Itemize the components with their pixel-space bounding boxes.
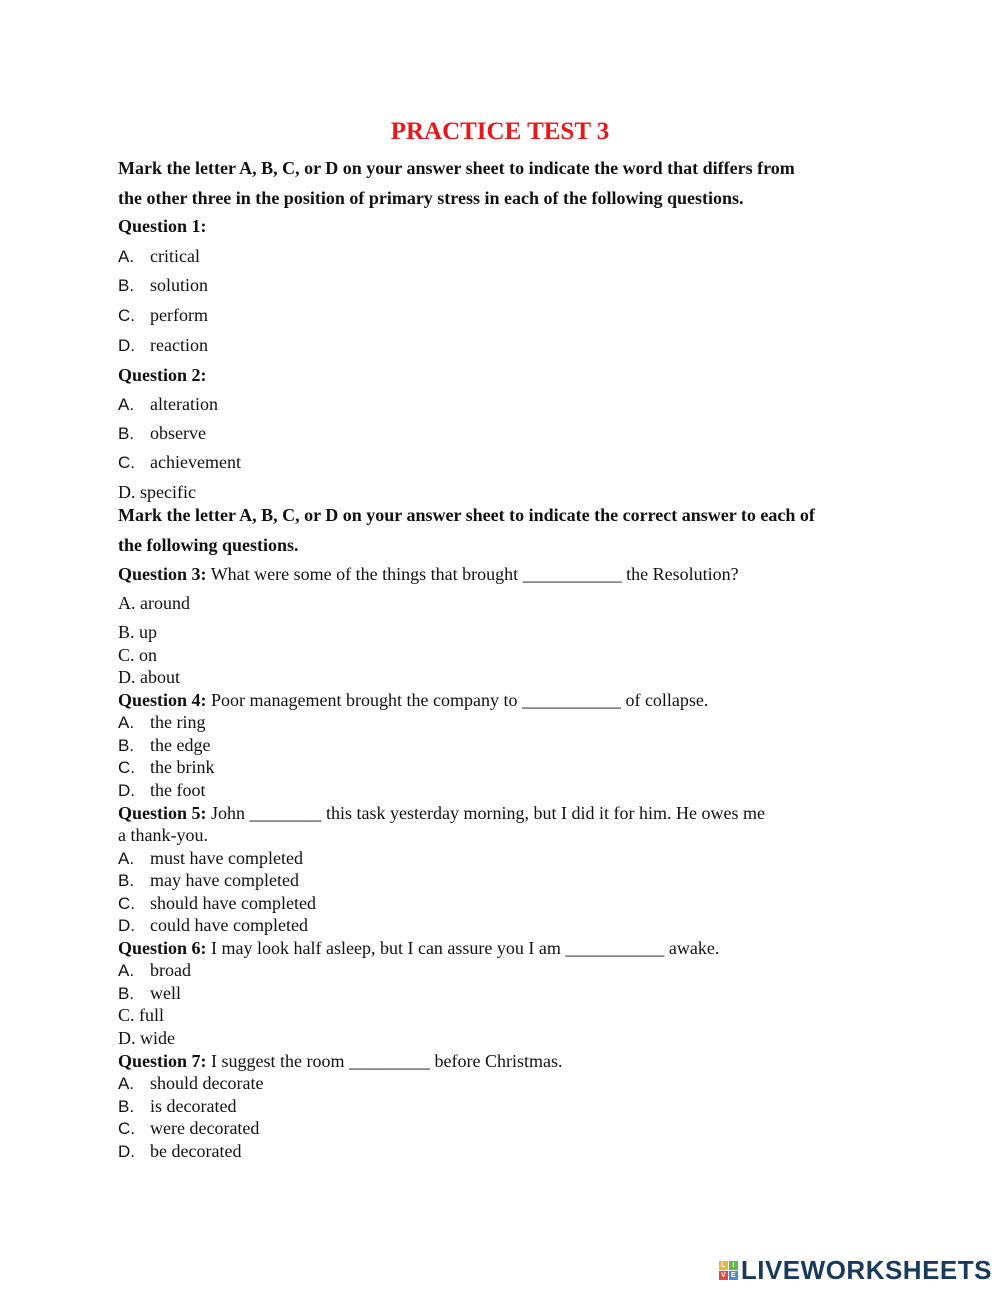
question-3-option-a[interactable]: A. around [118,593,190,613]
question-6-option-b[interactable]: B. well [118,983,181,1003]
question-1-option-b[interactable]: B. solution [118,275,209,295]
question-5-option-b[interactable]: B. may have completed [118,870,299,890]
question-5-option-d[interactable]: D. could have completed [118,915,308,935]
instruction-section-2-line-2: the following questions. [118,535,299,555]
question-7-option-a[interactable]: A. should decorate [118,1073,264,1093]
question-6-option-c[interactable]: C. full [118,1005,165,1025]
question-2-option-b[interactable]: B. observe [118,423,206,443]
question-7-option-b[interactable]: B. is decorated [118,1096,237,1116]
question-5-option-c[interactable]: C. should have completed [118,893,316,913]
question-1-option-d[interactable]: D. reaction [118,335,208,355]
question-6-option-d[interactable]: D. wide [118,1028,175,1048]
question-5-heading: Question 5: John ________ this task yesterday morning, but I did it for him. He owes me [118,803,765,823]
logo-text: LIVEWORKSHEETS [740,1255,992,1285]
question-6-heading: Question 6: I may look half asleep, but I can assure you I am ___________ awake. [118,938,720,958]
question-2-heading: Question 2: [118,365,207,385]
question-6-option-a[interactable]: A. broad [118,960,191,980]
question-1-heading: Question 1: [118,216,207,236]
logo-tiles-icon [719,1261,738,1280]
instruction-section-2-line-1: Mark the letter A, B, C, or D on your answer sheet to indicate the correct answer to each of [118,505,815,525]
logo-tile: E [729,1271,738,1280]
question-7-option-d[interactable]: D. be decorated [118,1141,242,1161]
question-2-option-d[interactable]: D. specific [118,482,196,502]
logo-tile: I [729,1261,738,1270]
question-3-option-d[interactable]: D. about [118,667,180,687]
logo-tile: L [719,1261,728,1270]
question-4-option-b[interactable]: B. the edge [118,735,211,755]
question-3-option-c[interactable]: C. on [118,645,158,665]
question-5-text-line-2: a thank-you. [118,825,208,845]
question-7-heading: Question 7: I suggest the room _________ before Christmas. [118,1051,563,1071]
question-4-heading: Question 4: Poor management brought the company to ___________ of collapse. [118,690,709,710]
question-2-option-a[interactable]: A. alteration [118,394,218,414]
question-4-option-d[interactable]: D. the foot [118,780,206,800]
question-4-option-a[interactable]: A. the ring [118,712,206,732]
question-1-option-a[interactable]: A. critical [118,246,200,266]
question-5-option-a[interactable]: A. must have completed [118,848,303,868]
instruction-section-1-line-1: Mark the letter A, B, C, or D on your answer sheet to indicate the word that differs from [118,158,795,178]
question-3-option-b[interactable]: B. up [118,622,158,642]
question-1-option-c[interactable]: C. perform [118,305,208,325]
question-2-option-c[interactable]: C. achievement [118,452,241,472]
liveworksheets-logo[interactable] [719,1255,992,1285]
question-7-option-c[interactable]: C. were decorated [118,1118,260,1138]
logo-tile: V [719,1271,728,1280]
question-3-heading: Question 3: What were some of the things that brought ___________ the Resolution? [118,564,739,584]
instruction-section-1-line-2: the other three in the position of primary stress in each of the following questions. [118,188,744,208]
page-title: PRACTICE TEST 3 [390,118,610,145]
question-4-option-c[interactable]: C. the brink [118,757,215,777]
